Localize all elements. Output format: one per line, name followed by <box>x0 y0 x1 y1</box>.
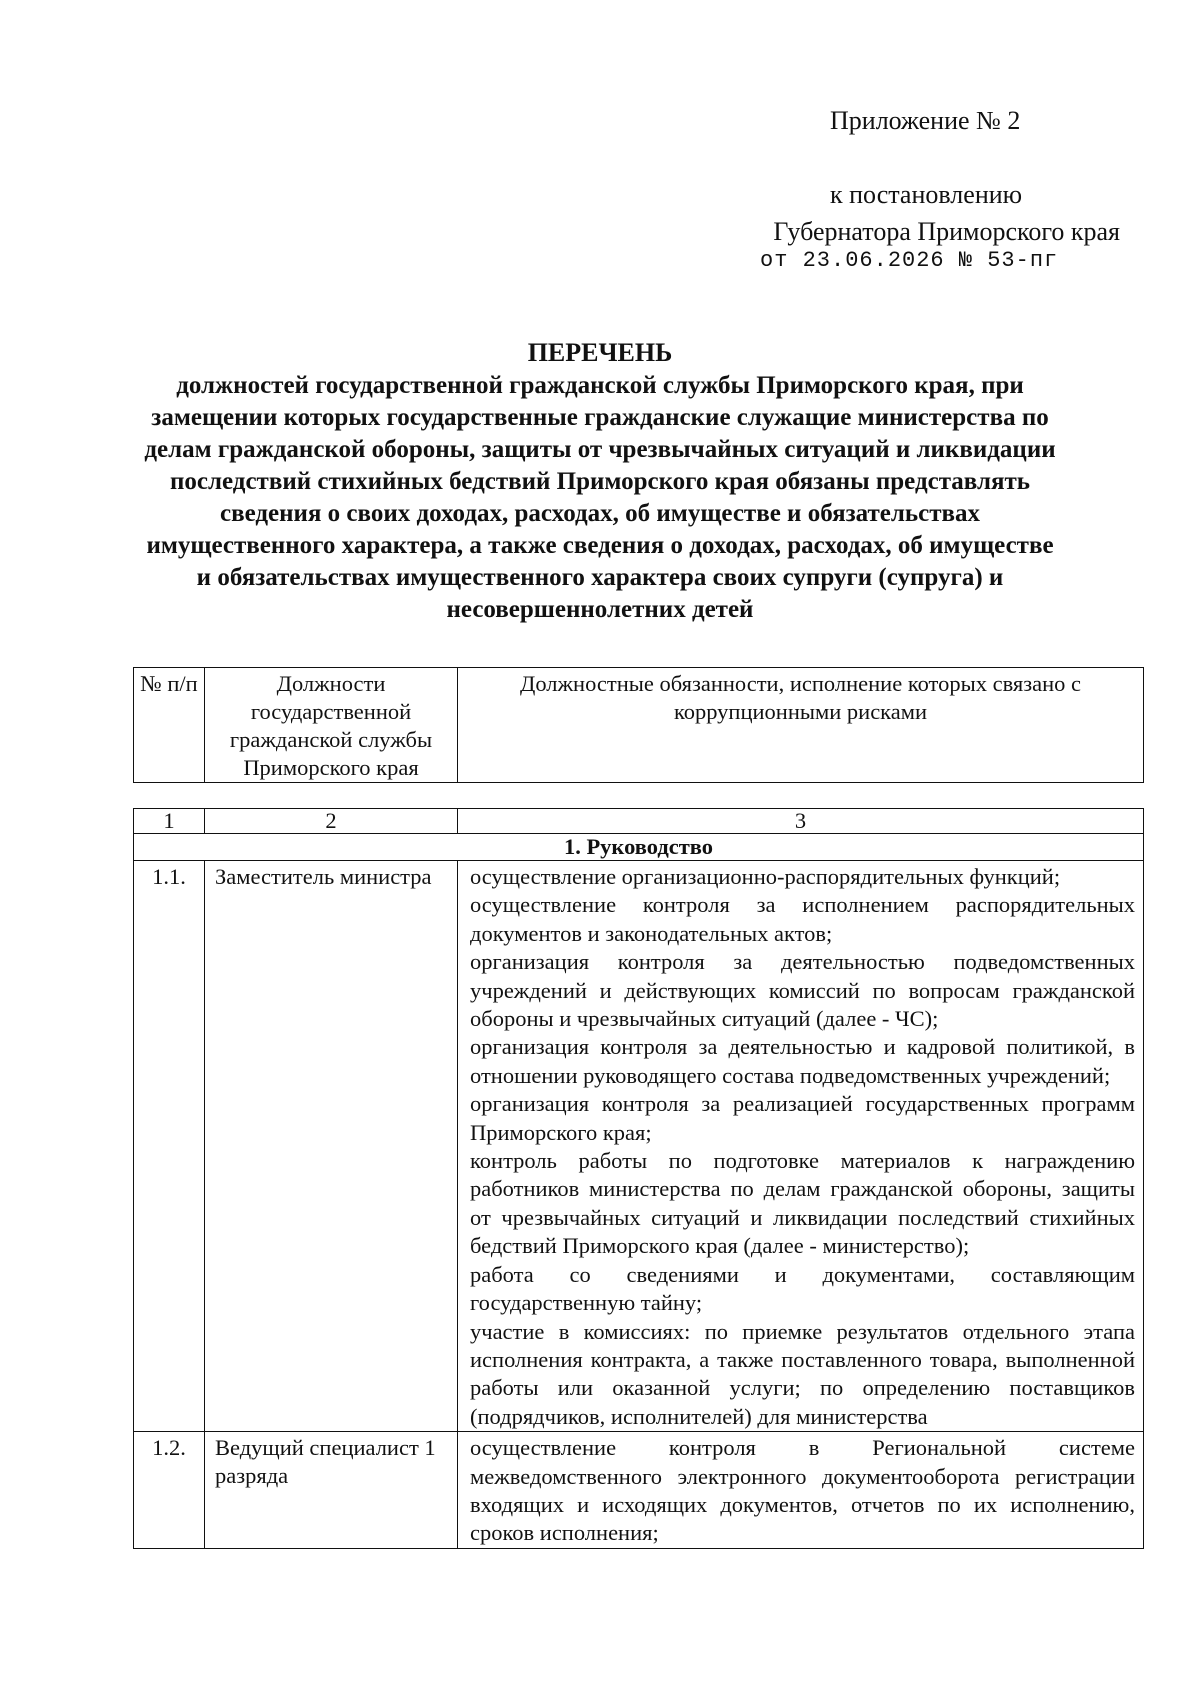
duty-item: контроль работы по подготовке материалов к награждению работников министерства по делам гражданской обороны, защиты от чрезвычайных ситуаций и ликвидации последствий стихийных бедствий Приморского края (далее - министерство); <box>470 1148 1135 1259</box>
header-col-duties: Должностные обязанности, исполнение которых связано с коррупционными рисками <box>458 668 1144 783</box>
row-duties <box>458 861 1144 1432</box>
table-header <box>133 667 1144 783</box>
reference-line-2: Губернатора Приморского края <box>773 217 1120 246</box>
duty-item: организация контроля за деятельностью и кадровой политикой, в отношении руководящего состава подведомственных учреждений; <box>470 1034 1135 1088</box>
section-row <box>134 834 1144 861</box>
table-row <box>134 1432 1144 1549</box>
appendix-label: Приложение № 2 <box>830 106 1021 135</box>
duty-item: организация контроля за реализацией государственных программ Приморского края; <box>470 1091 1135 1145</box>
column-number-1: 1 <box>134 809 205 834</box>
resolution-date: от 23.06.2026 № 53-пг <box>760 248 1059 273</box>
document-subtitle: должностей государственной гражданской службы Приморского края, при замещении которых государственные гражданские служащие министерства по делам гражданской обороны, защиты от чрезвычайных ситуаций и ликвидации последствий стихийных бедствий Приморского края обязаны представлять сведения о своих доходах, расходах, об имуществе и обязательствах имущественного характера, а также сведения о доходах, расходах, об имуществе и обязательствах имущественного характера своих супруги (супруга) и несовершеннолетних детей <box>144 372 1056 623</box>
column-numbers-row <box>134 809 1144 834</box>
row-duties <box>458 1432 1144 1549</box>
document-title: ПЕРЕЧЕНЬ <box>527 338 673 367</box>
row-number: 1.1. <box>134 861 205 1432</box>
duty-item: осуществление контроля за исполнением распорядительных документов и законодательных актов; <box>470 892 1135 946</box>
header-col-number: № п/п <box>134 668 205 783</box>
header-col-position: Должности государственной гражданской службы Приморского края <box>205 668 458 783</box>
reference-line-1: к постановлению <box>830 180 1023 209</box>
row-number: 1.2. <box>134 1432 205 1549</box>
duty-item: работа со сведениями и документами, составляющим государственную тайну; <box>470 1261 1135 1316</box>
row-position: Ведущий специалист 1 разряда <box>205 1432 458 1549</box>
duty-item: участие в комиссиях: по приемке результатов отдельного этапа исполнения контракта, а также поставленного товара, выполненной работы или оказанной услуги; по определению поставщиков (подрядчиков, исполнителей) для министерства <box>470 1318 1135 1429</box>
duty-item: организация контроля за деятельностью подведомственных учреждений и действующих комиссий по вопросам гражданской обороны и чрезвычайных ситуаций (далее - ЧС); <box>470 949 1135 1032</box>
resolution-reference <box>740 176 1120 250</box>
section-title: 1. Руководство <box>134 834 1144 861</box>
duty-item: осуществление контроля в Региональной системе межведомственного электронного документооборота регистрации входящих и исходящих документов, отчетов по их исполнению, сроков исполнения; <box>470 1435 1135 1546</box>
table-row <box>134 861 1144 1432</box>
positions-table <box>133 808 1144 1549</box>
row-position: Заместитель министра <box>205 861 458 1432</box>
column-number-3: 3 <box>458 809 1144 834</box>
duty-item: осуществление организационно-распорядительных функций; <box>470 864 1061 889</box>
column-number-2: 2 <box>205 809 458 834</box>
